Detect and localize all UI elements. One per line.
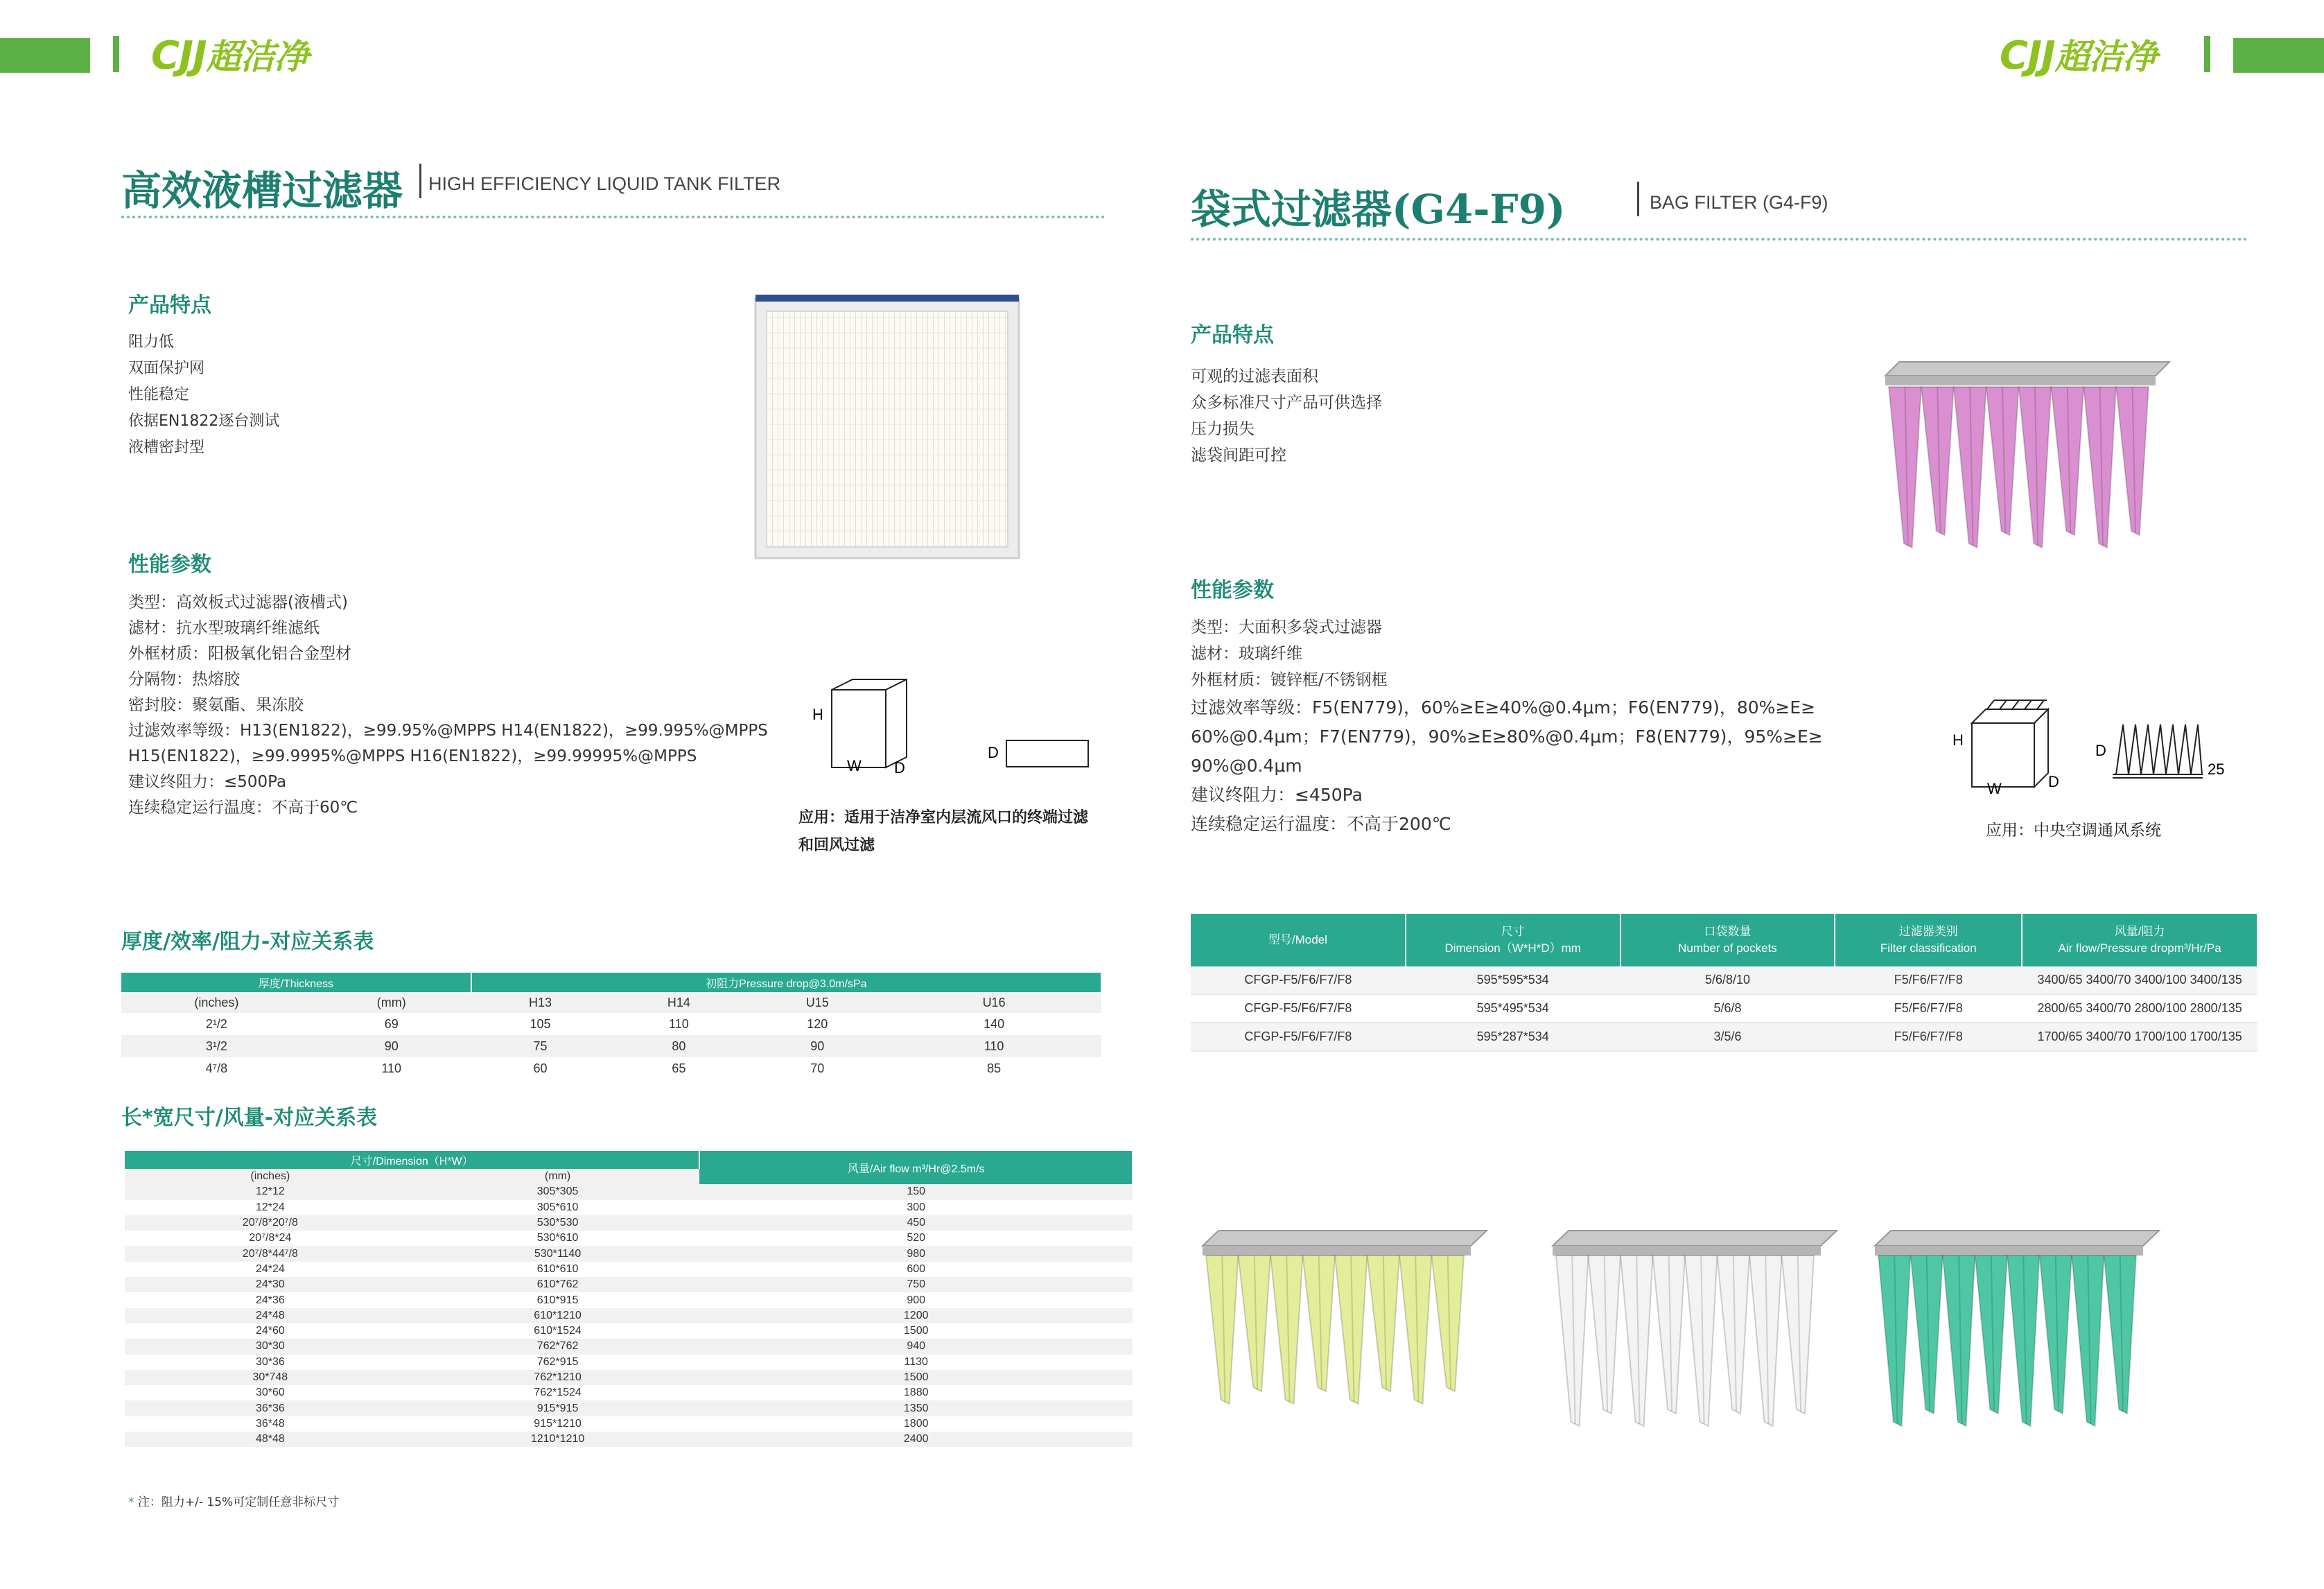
table-cell: 5/6/8/10 <box>1620 966 1835 994</box>
table-cell: 140 <box>984 1016 1005 1031</box>
right-header-accent <box>2204 36 2210 72</box>
table-row <box>125 1323 1133 1339</box>
table-cell: 20⁷/8*20⁷/8 <box>125 1215 416 1231</box>
table2-group2: 风量/Air flow m³/Hr@2.5m/s <box>699 1151 1133 1184</box>
table-cell: 24*48 <box>125 1308 416 1323</box>
table-cell: 20⁷/8*24 <box>249 1232 292 1244</box>
table-row <box>125 1308 1133 1323</box>
thickness-table <box>121 973 1102 1079</box>
param-item: 滤材：抗水型玻璃纤维滤纸 <box>128 619 320 637</box>
table-cell: 48*48 <box>125 1432 416 1447</box>
left-title-rule <box>121 216 1106 218</box>
table1-group2: 初阻力Pressure drop@3.0m/sPa <box>471 973 1101 992</box>
table-cell: CFGP-F5/F6/F7/F8 <box>1191 994 1406 1023</box>
header-line: 口袋数量 <box>1704 925 1751 938</box>
table-row <box>125 1432 1133 1447</box>
table-cell: 915*1210 <box>534 1417 582 1430</box>
note-star-icon: * <box>128 1495 134 1509</box>
left-params-list <box>128 590 768 821</box>
table-cell: 595*287*534 <box>1406 1023 1620 1051</box>
table-cell: 75 <box>471 1035 610 1057</box>
table-row <box>121 1057 1101 1079</box>
table-cell: 915*915 <box>416 1400 700 1416</box>
table1-subheader: H14 <box>609 992 748 1013</box>
table-cell: 1500 <box>699 1370 1133 1385</box>
table-row <box>125 1292 1133 1308</box>
bag-pockets <box>1206 1256 1464 1404</box>
table-cell: 530*1140 <box>416 1246 700 1261</box>
table-cell: 30*36 <box>255 1355 285 1368</box>
header-line: Filter classification <box>1880 941 1977 955</box>
table-cell: 12*12 <box>125 1184 416 1199</box>
bag-pockets <box>1878 1256 2136 1426</box>
table-row <box>125 1370 1133 1385</box>
right-title-cn: 袋式过滤器(G4-F9) <box>1191 186 1566 233</box>
table-cell: 1880 <box>903 1387 929 1399</box>
table-cell: 1350 <box>699 1400 1133 1416</box>
bag-filter-table <box>1191 914 2258 1052</box>
diagram-label-d: D <box>894 759 905 776</box>
left-features-heading: 产品特点 <box>128 293 211 318</box>
table-cell: 900 <box>907 1294 926 1306</box>
table-cell: 610*1524 <box>534 1325 582 1337</box>
table-cell: 20⁷/8*44⁷/8 <box>125 1246 416 1261</box>
right-features-heading: 产品特点 <box>1191 323 1274 347</box>
table-cell: 762*1524 <box>534 1387 582 1399</box>
table3-header-dimension <box>1406 914 1620 966</box>
header-line: 风量/阻力 <box>2114 925 2165 938</box>
table-cell: 30*748 <box>125 1370 416 1385</box>
left-params-heading: 性能参数 <box>128 553 211 577</box>
table-cell: F5/F6/F7/F8 <box>1835 994 2022 1023</box>
left-header-bar <box>0 38 90 73</box>
left-footnote <box>128 1492 339 1509</box>
table-cell: 24*24 <box>255 1262 285 1275</box>
bag-dimension-diagram <box>1944 697 2225 801</box>
table-cell: 69 <box>384 1016 399 1031</box>
param-item: 分隔物：热熔胶 <box>128 670 240 688</box>
param-item: H15(EN1822)，≥99.9995%@MPPS H16(EN1822)，≥99.99995%@MPPS <box>128 747 697 765</box>
table-cell: 610*915 <box>536 1294 579 1306</box>
logo-text: CJJ <box>2000 33 2055 78</box>
right-title-separator <box>1637 182 1639 216</box>
table-cell: 610*610 <box>536 1262 579 1275</box>
left-title-en: HIGH EFFICIENCY LIQUID TANK FILTER <box>428 173 781 194</box>
table-row <box>125 1246 1133 1261</box>
table-cell: 762*915 <box>536 1355 579 1368</box>
table2-subheader: (mm) <box>416 1169 700 1184</box>
note-text: 注：阻力+/- 15%可定制任意非标尺寸 <box>137 1495 340 1509</box>
diagram-label-w: W <box>847 757 862 774</box>
left-logo <box>151 29 308 79</box>
diagram-label-h: H <box>1952 731 1964 749</box>
table-cell: 530*610 <box>536 1232 579 1244</box>
left-title-cn: 高效液槽过滤器 <box>121 167 403 214</box>
right-params-heading: 性能参数 <box>1191 578 1274 602</box>
table3-header-class <box>1835 914 2022 966</box>
hepa-dimension-diagram <box>804 676 1095 780</box>
table-row <box>125 1355 1133 1370</box>
feature-item: 液槽密封型 <box>128 439 205 456</box>
feature-item: 压力损失 <box>1191 420 1255 438</box>
yellow-bag-filter-image <box>1199 1231 1490 1411</box>
logo-cn: 超洁净 <box>2054 37 2157 77</box>
table-cell: CFGP-F5/F6/F7/F8 <box>1191 966 1406 994</box>
param-item: 连续稳定运行温度：不高于200℃ <box>1191 814 1451 834</box>
param-item: 外框材质：阳极氧化铝合金型材 <box>128 645 351 663</box>
table-cell: 305*305 <box>416 1184 700 1199</box>
bag-pockets <box>1556 1256 1814 1426</box>
table-cell: 595*495*534 <box>1406 994 1620 1023</box>
header-line: 过滤器类别 <box>1898 925 1958 938</box>
dimension-airflow-table <box>125 1151 1133 1447</box>
table1-subheader: U16 <box>886 992 1101 1013</box>
param-item: 建议终阻力：≤450Pa <box>1191 785 1363 805</box>
table-cell: 2800/65 3400/70 2800/100 2800/135 <box>2022 994 2257 1023</box>
diagram-label-h: H <box>812 706 823 723</box>
table-cell: 36*48 <box>255 1417 285 1430</box>
logo-cn: 超洁净 <box>206 37 308 77</box>
table-row <box>1191 966 2257 994</box>
table-cell: 762*1210 <box>416 1370 700 1385</box>
diagram-label-d2: D <box>2095 742 2106 759</box>
table-cell: 520 <box>907 1232 926 1244</box>
table-cell: 1210*1210 <box>416 1432 700 1447</box>
feature-item: 双面保护网 <box>128 360 205 377</box>
table-cell: 90 <box>312 1035 471 1057</box>
table-cell: 24*36 <box>255 1294 285 1306</box>
diagram-label-w: W <box>1987 780 2002 797</box>
hepa-filter-image <box>755 295 1019 558</box>
param-item: 建议终阻力：≤500Pa <box>128 773 287 791</box>
table2-heading: 长*宽尺寸/风量-对应关系表 <box>121 1106 378 1130</box>
table-cell: 150 <box>699 1184 1133 1199</box>
white-bag-filter-image <box>1549 1231 1840 1432</box>
diagram-label-25: 25 <box>2208 761 2225 778</box>
table-cell: 110 <box>669 1016 689 1031</box>
table-cell: 30*30 <box>125 1339 416 1354</box>
table1-heading: 厚度/效率/阻力-对应关系表 <box>121 930 374 954</box>
table-cell: 24*30 <box>125 1277 416 1292</box>
feature-item: 众多标准尺寸产品可供选择 <box>1191 394 1382 412</box>
table3-header-pockets <box>1620 914 1835 966</box>
application-line: 应用：适用于洁净室内层流风口的终端过滤 <box>798 809 1089 826</box>
right-title-rule <box>1191 238 2248 241</box>
param-item: 过滤效率等级：F5(EN779)，60%≥E≥40%@0.4μm；F6(EN779)，80%≥E≥ <box>1191 697 1816 718</box>
table-cell: 300 <box>907 1201 926 1213</box>
feature-item: 阻力低 <box>128 333 175 351</box>
right-params-list <box>1191 614 1823 839</box>
table3-header-model <box>1191 914 1406 966</box>
table-cell: 30*60 <box>255 1387 285 1399</box>
table-cell: 1500 <box>903 1325 929 1337</box>
table-row <box>125 1385 1133 1400</box>
table-row <box>125 1231 1133 1246</box>
param-item: 90%@0.4μm <box>1191 756 1302 776</box>
table2-subheader: (inches) <box>125 1169 416 1184</box>
table-cell: 65 <box>672 1061 686 1075</box>
param-item: 连续稳定运行温度：不高于60℃ <box>128 799 358 817</box>
table1-group1: 厚度/Thickness <box>121 973 471 992</box>
table-cell: F5/F6/F7/F8 <box>1835 1023 2022 1051</box>
table3-header-airflow <box>2022 914 2257 966</box>
table-cell: 36*36 <box>125 1400 416 1416</box>
param-item: 密封胶：聚氨酯、果冻胶 <box>128 696 304 714</box>
table-row <box>121 1013 1101 1035</box>
table-row <box>125 1277 1133 1292</box>
table-row <box>1191 1023 2257 1051</box>
table-cell: 4⁷/8 <box>205 1061 228 1075</box>
table-cell: 5/6/8 <box>1620 994 1835 1023</box>
table2-group1: 尺寸/Dimension（H*W） <box>125 1151 699 1169</box>
table-cell: 530*530 <box>416 1215 700 1231</box>
table-cell: 110 <box>381 1061 402 1075</box>
logo-text: CJJ <box>151 33 207 78</box>
header-line: Dimension（W*H*D）mm <box>1444 941 1581 955</box>
right-features-list <box>1191 363 1382 469</box>
table-cell: 3400/65 3400/70 3400/100 3400/135 <box>2022 966 2257 994</box>
table-cell: 80 <box>609 1035 748 1057</box>
diagram-label-d: D <box>2048 773 2059 790</box>
param-item: 外框材质：镀锌框/不锈钢框 <box>1191 671 1388 689</box>
table-cell: 60 <box>533 1061 548 1075</box>
table-cell: 120 <box>807 1016 828 1031</box>
table-cell: 595*595*534 <box>1406 966 1620 994</box>
feature-item: 依据EN1822逐台测试 <box>128 413 280 430</box>
header-line: 尺寸 <box>1501 925 1525 938</box>
feature-item: 可观的过滤表面积 <box>1191 367 1318 385</box>
table-cell: F5/F6/F7/F8 <box>1835 966 2022 994</box>
right-application: 应用：中央空调通风系统 <box>1986 822 2161 840</box>
table-cell: 980 <box>699 1246 1133 1261</box>
table-cell: 70 <box>810 1061 825 1075</box>
param-item: 类型：高效板式过滤器(液槽式) <box>128 593 348 611</box>
table-row <box>121 1035 1101 1057</box>
table-cell: 105 <box>530 1016 551 1031</box>
table-cell: 610*1210 <box>416 1308 700 1323</box>
param-item: 类型：大面积多袋式过滤器 <box>1191 618 1382 636</box>
table-row <box>125 1416 1133 1432</box>
param-item: 过滤效率等级：H13(EN1822)，≥99.95%@MPPS H14(EN1822)，≥99.995%@MPPS <box>128 722 768 740</box>
table-row <box>125 1262 1133 1277</box>
teal-bag-filter-image <box>1871 1231 2163 1432</box>
table-row <box>125 1184 1133 1199</box>
table1-subheader: H13 <box>471 992 610 1013</box>
table-cell: 1800 <box>903 1417 929 1430</box>
table-cell: 85 <box>987 1061 1002 1075</box>
table-cell: CFGP-F5/F6/F7/F8 <box>1191 1023 1406 1051</box>
bag-pockets <box>1889 387 2149 548</box>
table-cell: 940 <box>699 1339 1133 1354</box>
table-cell: 610*762 <box>416 1277 700 1292</box>
table-cell: 90 <box>748 1035 886 1057</box>
table-cell: 305*610 <box>536 1201 579 1213</box>
table-cell: 1700/65 3400/70 1700/100 1700/135 <box>2022 1023 2257 1051</box>
pink-bag-filter-image <box>1882 362 2173 553</box>
table-cell: 762*762 <box>416 1339 700 1354</box>
table-cell: 12*24 <box>255 1201 285 1213</box>
left-application <box>798 804 1088 860</box>
table-cell: 750 <box>699 1277 1133 1292</box>
table-cell: 2400 <box>699 1432 1133 1447</box>
header-line: Air flow/Pressure dropm³/Hr/Pa <box>2058 941 2221 955</box>
table-row <box>125 1215 1133 1231</box>
left-title-separator <box>419 164 421 198</box>
header-line: 型号/Model <box>1268 933 1327 946</box>
table-cell: 600 <box>907 1262 926 1275</box>
table-cell: 110 <box>886 1035 1101 1057</box>
table-cell: 3/5/6 <box>1620 1023 1835 1051</box>
feature-item: 性能稳定 <box>128 386 190 403</box>
right-title-en: BAG FILTER (G4-F9) <box>1650 192 1828 213</box>
table-cell: 3¹/2 <box>121 1035 312 1057</box>
left-header-accent <box>113 36 119 72</box>
table-cell: 1130 <box>904 1355 928 1368</box>
param-item: 滤材：玻璃纤维 <box>1191 645 1302 663</box>
application-line: 和回风过滤 <box>798 837 875 854</box>
table-cell: 1200 <box>699 1308 1133 1323</box>
right-logo <box>2000 29 2157 79</box>
table-row <box>1191 994 2257 1023</box>
param-item: 60%@0.4μm；F7(EN779)，90%≥E≥80%@0.4μm；F8(EN779)，95%≥E≥ <box>1191 727 1823 747</box>
table-cell: 450 <box>699 1215 1133 1231</box>
table1-subheader: U15 <box>748 992 886 1013</box>
table-row <box>125 1339 1133 1354</box>
table-cell: 24*60 <box>255 1325 285 1337</box>
left-features-list <box>128 329 279 461</box>
diagram-label-d2: D <box>988 744 999 761</box>
table1-subheader: (mm) <box>312 992 471 1013</box>
header-line: Number of pockets <box>1678 941 1777 955</box>
table-cell: 2¹/2 <box>205 1016 227 1031</box>
table-row <box>125 1200 1133 1215</box>
right-header-bar <box>2233 38 2324 73</box>
feature-item: 滤袋间距可控 <box>1191 446 1286 464</box>
table-row <box>125 1400 1133 1416</box>
table1-subheader: (inches) <box>121 992 312 1013</box>
